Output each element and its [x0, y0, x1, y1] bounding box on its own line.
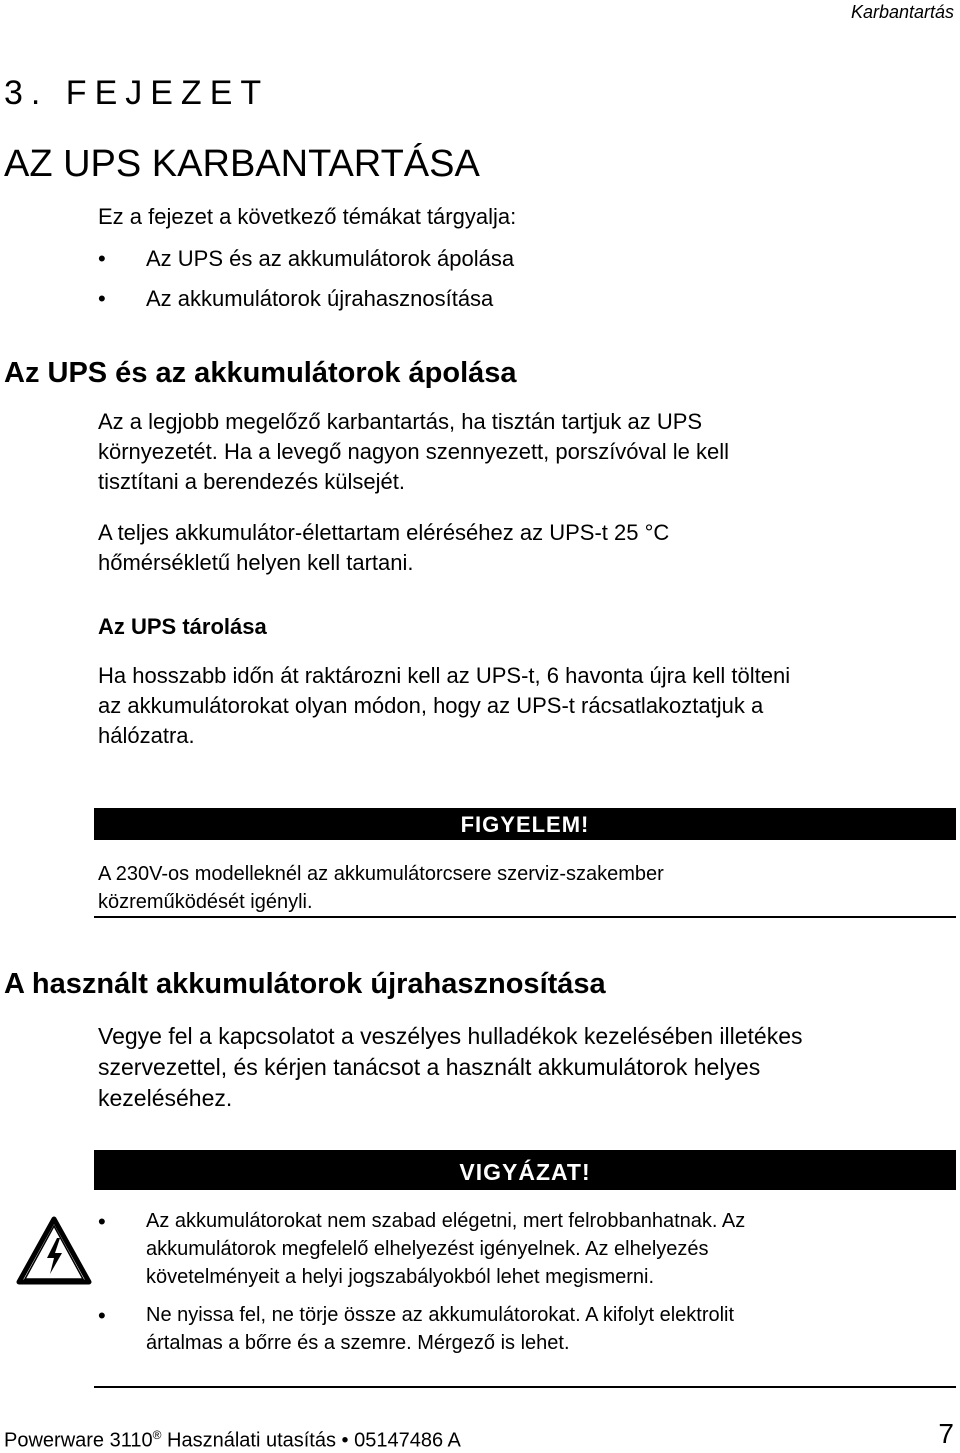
care-paragraph-1 — [98, 407, 729, 497]
text-line: követelményeit a helyi jogszabályokból lehet megismerni. — [146, 1266, 655, 1288]
text-line: Az a legjobb megelőző karbantartás, ha tisztán tartjuk az UPS — [98, 409, 703, 434]
notice-banner: FIGYELEM! — [94, 808, 956, 840]
text-line: Ne nyissa fel, ne törje össze az akkumulátorokat. A kifolyt elektrolit — [146, 1304, 735, 1326]
text-line: akkumulátorok megfelelő elhelyezést igényelnek. Az elhelyezés — [146, 1238, 709, 1260]
subsection-title-storage: Az UPS tárolása — [98, 614, 267, 639]
text-line: Vegye fel a kapcsolatot a veszélyes hulladékok kezelésében illetékes — [98, 1023, 803, 1049]
page-number: 7 — [938, 1418, 954, 1449]
footer-product: Powerware 3110 — [4, 1429, 153, 1452]
bullet-icon: • — [98, 1303, 106, 1328]
high-voltage-warning-icon — [16, 1216, 92, 1286]
section-title-recycle: A használt akkumulátorok újrahasznosítása — [4, 968, 606, 1000]
text-line: Az akkumulátorokat nem szabad elégetni, mert felrobbanhatnak. Az — [146, 1210, 746, 1232]
notice-divider — [94, 916, 956, 918]
intro-list-item-text: Az akkumulátorok újrahasznosítása — [146, 286, 494, 311]
text-line: ártalmas a bőrre és a szemre. Mérgező is lehet. — [146, 1332, 570, 1354]
caution-list-item-text — [146, 1301, 906, 1357]
text-line: A teljes akkumulátor-élettartam eléréséhez az UPS-t 25 °C — [98, 520, 670, 545]
text-line: tisztítani a berendezés külsejét. — [98, 469, 405, 494]
text-line: az akkumulátorokat olyan módon, hogy az UPS-t rácsatlakoztatjuk a — [98, 693, 764, 718]
recycle-paragraph — [98, 1021, 803, 1114]
running-head: Karbantartás — [850, 2, 954, 22]
storage-paragraph — [98, 661, 790, 751]
intro-list-item-text: Az UPS és az akkumulátorok ápolása — [146, 246, 515, 271]
caution-divider — [94, 1386, 956, 1388]
caution-list-item-text — [146, 1207, 906, 1291]
section-title-care: Az UPS és az akkumulátorok ápolása — [4, 357, 517, 389]
bullet-icon: • — [98, 286, 106, 311]
text-line: környezetét. Ha a levegő nagyon szennyezett, porszívóval le kell — [98, 439, 730, 464]
bullet-icon: • — [98, 1209, 106, 1234]
text-line: szervezettel, és kérjen tanácsot a használt akkumulátorok helyes — [98, 1054, 761, 1080]
text-line: A 230V-os modelleknél az akkumulátorcsere szerviz-szakember — [98, 863, 664, 885]
registered-mark: ® — [152, 1428, 162, 1442]
intro-text: Ez a fejezet a következő témákat tárgyalja: — [98, 204, 517, 229]
bullet-icon: • — [98, 246, 106, 271]
notice-text — [98, 860, 928, 916]
text-line: kezeléséhez. — [98, 1085, 233, 1111]
footer-doc-id: Használati utasítás • 05147486 A — [161, 1429, 461, 1452]
text-line: hőmérsékletű helyen kell tartani. — [98, 550, 414, 575]
chapter-label: 3. FEJEZET — [4, 74, 270, 112]
text-line: közreműködését igényli. — [98, 891, 313, 913]
text-line: hálózatra. — [98, 723, 195, 748]
text-line: Ha hosszabb időn át raktározni kell az UPS-t, 6 havonta újra kell tölteni — [98, 663, 791, 688]
caution-banner: VIGYÁZAT! — [94, 1150, 956, 1190]
chapter-title: AZ UPS KARBANTARTÁSA — [4, 143, 480, 185]
care-paragraph-2 — [98, 518, 669, 578]
footer-doc-info — [4, 1428, 461, 1453]
